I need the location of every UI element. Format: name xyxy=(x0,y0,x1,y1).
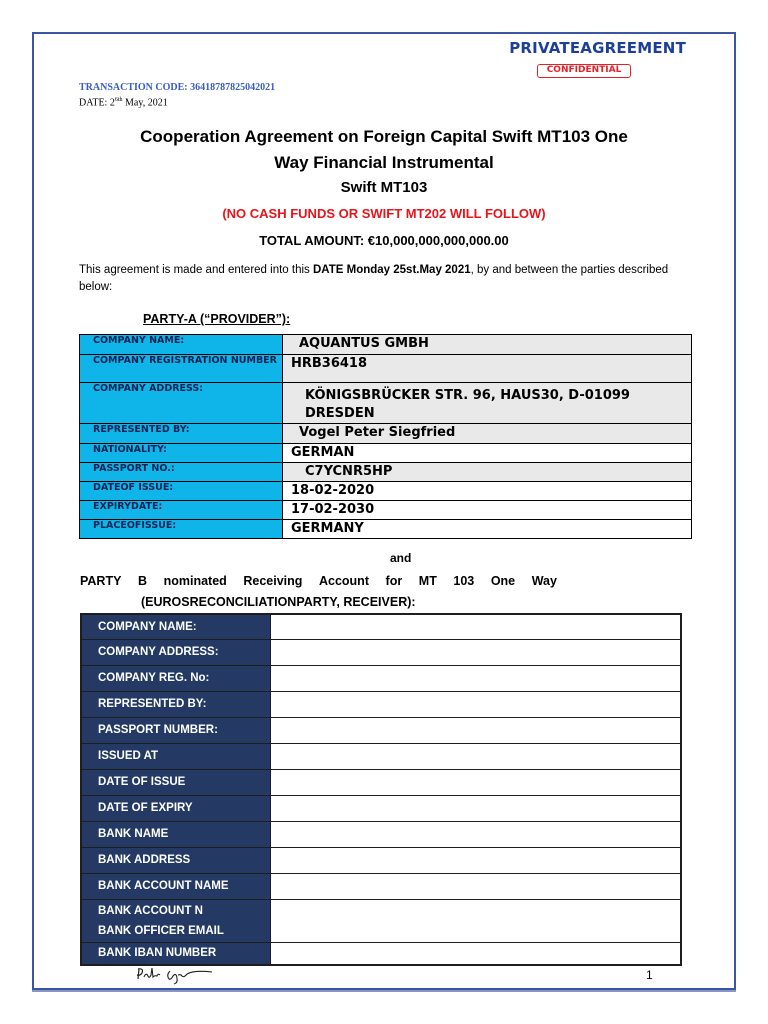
party-b-word: Receiving xyxy=(243,574,303,588)
table-row xyxy=(81,942,681,965)
party-b-word: Way xyxy=(531,574,557,588)
table-row xyxy=(80,383,692,424)
table-row xyxy=(81,899,681,942)
table-row xyxy=(81,769,681,795)
party-b-field[interactable] xyxy=(271,847,682,873)
party-a-value: HRB36418 xyxy=(282,355,691,383)
party-a-label: COMPANY NAME: xyxy=(80,335,283,355)
party-b-label: DATE OF EXPIRY xyxy=(81,795,271,821)
table-row xyxy=(80,444,692,463)
table-row xyxy=(80,501,692,520)
table-row xyxy=(81,717,681,743)
and-separator: and xyxy=(390,551,412,565)
party-b-label: REPRESENTED BY: xyxy=(81,691,271,717)
party-b-word: PARTY xyxy=(80,574,122,588)
party-a-value: KÖNIGSBRÜCKER STR. 96, HAUS30, D-01099 DRESDEN xyxy=(282,383,691,424)
brand-header: PRIVATEAGREEMENT xyxy=(509,39,686,57)
table-row xyxy=(81,847,681,873)
party-b-label: COMPANY NAME: xyxy=(81,614,271,639)
intro-date: DATE Monday 25st.May 2021 xyxy=(312,264,471,276)
party-b-label: BANK IBAN NUMBER xyxy=(81,942,271,965)
party-b-label: BANK ACCOUNT N xyxy=(98,904,203,917)
party-b-word: B xyxy=(138,574,148,588)
signature-image xyxy=(132,963,222,990)
date-suffix: May, 2021 xyxy=(122,97,168,109)
table-row xyxy=(81,821,681,847)
party-b-field[interactable] xyxy=(271,873,682,899)
party-b-label: DATE OF ISSUE xyxy=(81,769,271,795)
table-row xyxy=(81,614,681,639)
party-b-word: Account xyxy=(318,574,369,588)
party-b-label-merged xyxy=(81,899,271,942)
party-b-table xyxy=(80,613,682,966)
party-a-table xyxy=(79,334,692,539)
party-b-intro xyxy=(80,574,557,588)
table-row xyxy=(81,639,681,665)
party-a-label: PASSPORT NO.: xyxy=(80,463,283,482)
table-row xyxy=(81,795,681,821)
transaction-code: TRANSACTION CODE: 36418787825042021 xyxy=(79,82,276,93)
party-a-label: REPRESENTED BY: xyxy=(80,424,283,444)
party-b-field[interactable] xyxy=(271,717,682,743)
party-b-word: nominated xyxy=(163,574,227,588)
confidential-stamp: CONFIDENTIAL xyxy=(537,64,631,78)
party-b-field[interactable] xyxy=(271,665,682,691)
party-b-label: BANK ACCOUNT NAME xyxy=(81,873,271,899)
table-row xyxy=(80,482,692,501)
party-b-field[interactable] xyxy=(271,899,682,942)
table-row xyxy=(81,691,681,717)
party-b-field[interactable] xyxy=(271,769,682,795)
party-a-value: 17-02-2030 xyxy=(282,501,691,520)
party-b-label: PASSPORT NUMBER: xyxy=(81,717,271,743)
party-a-label: COMPANY REGISTRATION NUMBER xyxy=(80,355,283,383)
party-a-label: EXPIRYDATE: xyxy=(80,501,283,520)
party-b-label: ISSUED AT xyxy=(81,743,271,769)
party-a-label: PLACEOFISSUE: xyxy=(80,520,283,539)
party-b-label: COMPANY ADDRESS: xyxy=(81,639,271,665)
party-a-value: C7YCNR5HP xyxy=(282,463,691,482)
party-b-field[interactable] xyxy=(271,795,682,821)
party-a-heading: PARTY-A (“PROVIDER”): xyxy=(143,312,291,326)
table-row xyxy=(80,355,692,383)
table-row xyxy=(81,873,681,899)
title-line-2: Way Financial Instrumental xyxy=(274,153,494,172)
date-superscript: 6th xyxy=(114,97,123,103)
table-row xyxy=(80,424,692,444)
date-prefix: DATE: 2 xyxy=(79,97,115,109)
party-a-value: 18-02-2020 xyxy=(282,482,691,501)
party-b-field[interactable] xyxy=(271,942,682,965)
party-b-field[interactable] xyxy=(271,743,682,769)
intro-text-1: This agreement is made and entered into this xyxy=(79,264,313,276)
party-b-label: BANK NAME xyxy=(81,821,271,847)
party-b-field[interactable] xyxy=(271,614,682,639)
party-b-field[interactable] xyxy=(271,639,682,665)
party-b-label: COMPANY REG. No: xyxy=(81,665,271,691)
page-number: 1 xyxy=(646,968,653,982)
document-date xyxy=(79,97,168,108)
party-b-field[interactable] xyxy=(271,691,682,717)
party-a-label: NATIONALITY: xyxy=(80,444,283,463)
warning-note: (NO CASH FUNDS OR SWIFT MT202 WILL FOLLOW) xyxy=(222,206,546,221)
party-b-label: BANK ADDRESS xyxy=(81,847,271,873)
party-b-word: One xyxy=(490,574,516,588)
signature-svg xyxy=(132,963,222,985)
party-b-field[interactable] xyxy=(271,821,682,847)
party-a-value: AQUANTUS GMBH xyxy=(282,335,691,355)
intro-paragraph xyxy=(79,262,699,296)
party-a-value: Vogel Peter Siegfried xyxy=(282,424,691,444)
intro-text-2: , by and between the parties described below: xyxy=(79,264,669,293)
table-row xyxy=(80,520,692,539)
table-row xyxy=(80,335,692,355)
party-a-label: COMPANY ADDRESS: xyxy=(80,383,283,424)
table-row xyxy=(80,463,692,482)
party-a-label: DATEOF ISSUE: xyxy=(80,482,283,501)
party-b-subheading: (EUROSRECONCILIATIONPARTY, RECEIVER): xyxy=(141,595,416,609)
party-b-label: BANK OFFICER EMAIL xyxy=(98,924,224,937)
party-a-value: GERMANY xyxy=(282,520,691,539)
table-row xyxy=(81,665,681,691)
table-row xyxy=(81,743,681,769)
party-b-word: for xyxy=(385,574,403,588)
total-amount: TOTAL AMOUNT: €10,000,000,000,000.00 xyxy=(259,233,509,248)
party-a-value: GERMAN xyxy=(282,444,691,463)
title-line-1: Cooperation Agreement on Foreign Capital Swift MT103 One xyxy=(140,127,628,146)
party-b-word: MT xyxy=(418,574,437,588)
title-line-3: Swift MT103 xyxy=(340,179,428,196)
party-b-word: 103 xyxy=(453,574,475,588)
